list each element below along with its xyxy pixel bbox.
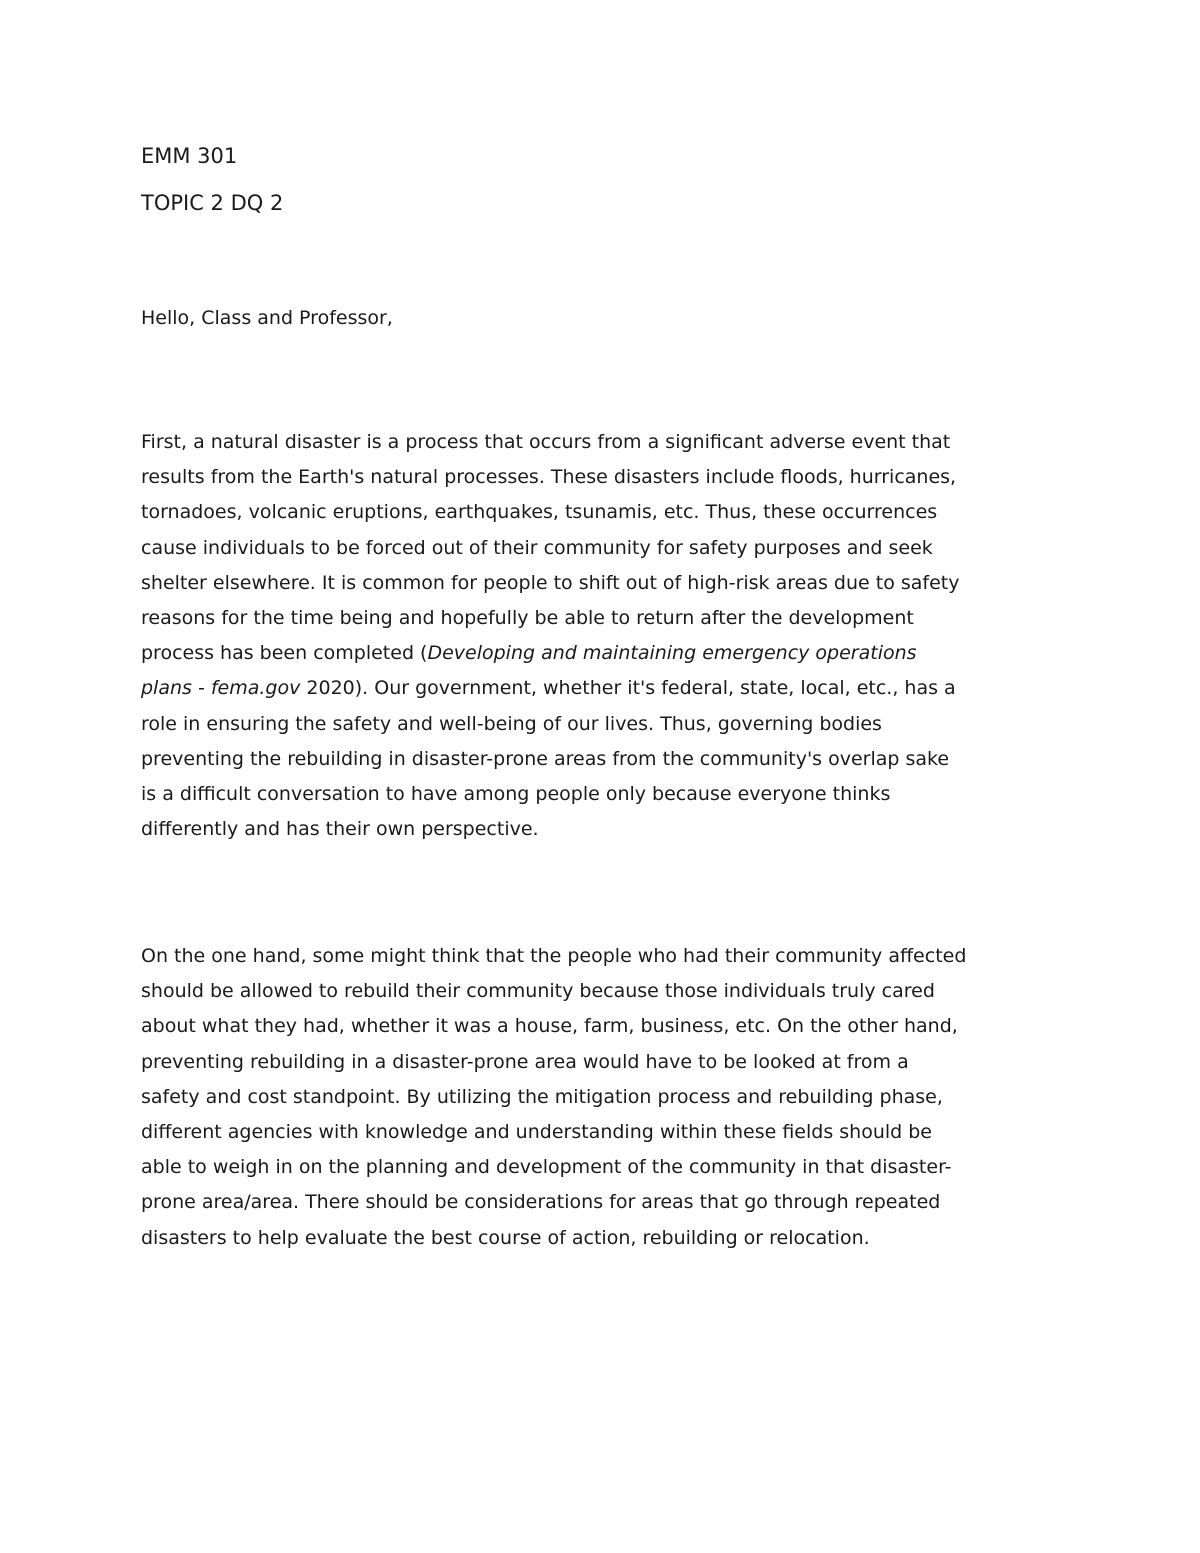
- paragraph-line: about what they had, whether it was a house, farm, business, etc. On the other hand,: [141, 1015, 958, 1038]
- paragraph-line: On the one hand, some might think that the people who had their community affected: [141, 945, 967, 967]
- paragraph-2: [141, 939, 1071, 1256]
- greeting: Hello, Class and Professor,: [141, 307, 393, 329]
- line-text: process has been completed (: [141, 642, 428, 665]
- citation-title: Developing and maintaining emergency operations: [427, 642, 917, 665]
- paragraph-line: should be allowed to rebuild their community because those individuals truly cared: [141, 980, 935, 1003]
- citation-title: plans - fema.gov: [141, 677, 301, 700]
- paragraph-line: results from the Earth's natural processes. These disasters include floods, hurricanes,: [141, 466, 957, 489]
- paragraph-line: First, a natural disaster is a process that occurs from a significant adverse event that: [141, 431, 951, 453]
- paragraph-line: shelter elsewhere. It is common for people to shift out of high-risk areas due to safety: [141, 571, 960, 594]
- paragraph-line: [141, 636, 1071, 671]
- paragraph-line: preventing rebuilding in a disaster-prone area would have to be looked at from a: [141, 1050, 909, 1073]
- paragraph-line: able to weigh in on the planning and development of the community in that disaster-: [141, 1156, 952, 1179]
- paragraph-line: different agencies with knowledge and understanding within these fields should be: [141, 1121, 932, 1144]
- paragraph-line: cause individuals to be forced out of their community for safety purposes and seek: [141, 536, 933, 559]
- paragraph-line: prone area/area. There should be considerations for areas that go through repeated: [141, 1191, 941, 1214]
- paragraph-line: is a difficult conversation to have among people only because everyone thinks: [141, 783, 891, 806]
- paragraph-line: role in ensuring the safety and well-being of our lives. Thus, governing bodies: [141, 712, 882, 735]
- paragraph-line: differently and has their own perspective.: [141, 818, 539, 841]
- paragraph-line: [141, 671, 1071, 706]
- paragraph-line: reasons for the time being and hopefully be able to return after the development: [141, 607, 914, 630]
- paragraph-line: disasters to help evaluate the best course of action, rebuilding or relocation.: [141, 1226, 870, 1249]
- paragraph-line: preventing the rebuilding in disaster-prone areas from the community's overlap sake: [141, 747, 950, 770]
- topic-title: TOPIC 2 DQ 2: [141, 191, 284, 215]
- paragraph-line: safety and cost standpoint. By utilizing the mitigation process and rebuilding phase,: [141, 1085, 943, 1108]
- paragraph-1: [141, 425, 1071, 847]
- paragraph-line: tornadoes, volcanic eruptions, earthquakes, tsunamis, etc. Thus, these occurrences: [141, 501, 938, 524]
- course-code: EMM 301: [141, 144, 238, 168]
- line-text: 2020). Our government, whether it's federal, state, local, etc., has a: [300, 677, 956, 700]
